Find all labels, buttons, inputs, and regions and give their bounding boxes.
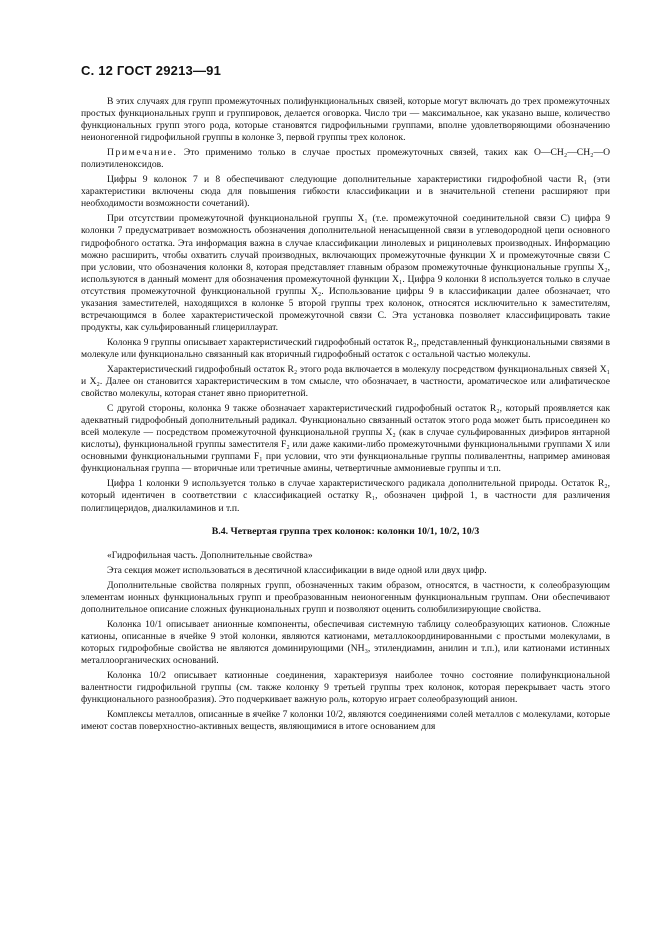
paragraph-column-10-1: Колонка 10/1 описывает анионные компоненты, обеспечивая системную таблицу солеобразующих катионов. Сложные катионы, описанные в ячейке 9 этой колонки, являются катионами, металлокоординированными с простыми молекулами, в которых гидрофобные свойства не являются доминирующими (NH₃, этилендиамин, анилин и т.п.), или катионами истинных металлоорганических оснований. (81, 618, 610, 666)
paragraph-digit-1: Цифра 1 колонки 9 используется только в случае характеристического радикала дополнительной природы. Остаток R₂, который идентичен в соответствии с классификацией остатку R₁, обозначен цифрой 1, в частности для различения полиглицеридов, диалкиламинов и т.п. (81, 478, 610, 514)
paragraph-additional-properties: Дополнительные свойства полярных групп, обозначенных таким образом, относятся, в частности, к солеобразующим элементам ионных функциональных групп и преобразованным неионогенным функциональным группам. Они обеспечивают дополнительное описание сложных функциональных групп и позволяют оценить солюбилизирующие свойства. (81, 579, 610, 615)
paragraph-other-side: С другой стороны, колонка 9 также обозначает характеристический гидрофобный остаток R₂, который проявляется как адекватный гидрофобный дополнительный радикал. Функционально связанный остаток этого рода может быть присоединен ко всей молекуле — посредством промежуточной функциональной группы X₂ (как в случае сульфированных диэфиров янтарной кислоты), функциональной группы заместителя F₂ или даже какими-либо промежуточными функциональными группами X или основными функциональными группами F₁ при условии, что эти функциональные группы поливалентны, например аминовая функциональная группа — вторичные или третичные амины, четвертичные аммониевые группы и т.п. (81, 403, 610, 475)
page-header: С. 12 ГОСТ 29213—91 (81, 63, 222, 78)
note-label: Примечание. (107, 147, 178, 159)
paragraph-no-intermediate-group: При отсутствии промежуточной функциональной группы X₁ (т.е. промежуточной соединительной связи C) цифра 9 колонки 7 предусматривает возможность обозначения дополнительной ненасыщенной связи в углеводородной цепи основного гидрофобного остатка. Эта информация важна в случае классификации линолевых и рицинолевых производных. Информацию можно расширить, чтобы охватить случай производных, включающих промежуточные функции X и промежуточные связи C при условии, что обозначения колонки 8, которая представляет главным образом промежуточные функциональные группы X₂, используются в данный момент для обозначения промежуточной функции X₁. Цифра 9 колонки 8 используется только в случае отсутствия промежуточной функциональной группы X₂. Использование цифры 9 в классификации далее обозначает, что указания заместителей, находящихся в колонке 5 второй группы трех колонок, относятся исключительно к заместителям, встречающимся в более характеристической промежуточной связи C. Эта установка позволяет классифицировать такие продукты, как сульфированный глицериллаурат. (81, 213, 610, 333)
paragraph-column-10-2: Колонка 10/2 описывает катионные соединения, характеризуя наиболее точно состояние полифункциональной валентности гидрофильной группы (см. также колонку 9 третьей группы трех колонок, которая перекрывает часть этого функционального разнообразия). Это подчеркивает важную роль, которую играет солеобразующий анион. (81, 670, 610, 706)
note-text: Это применимо только в случае простых промежуточных связей, таких как O—CH₂—CH₂—O полиэтиленоксидов. (81, 147, 610, 171)
section-title: В.4. Четвертая группа трех колонок: колонки 10/1, 10/2, 10/3 (211, 525, 480, 537)
note-paragraph (81, 147, 610, 171)
paragraph-digit-9-columns: Цифры 9 колонок 7 и 8 обеспечивают следующие дополнительные характеристики гидрофобной части R₁ (эти характеристики включены сюда для повышения гибкости классификации и в значительной степени расширяют при необходимости возможности сочетаний). (81, 174, 610, 210)
paragraph-residue-r2: Характеристический гидрофобный остаток R₂ этого рода включается в молекулу посредством функциональных связей X₁ и X₂. Далее он становится характеристическим в том смысле, что обозначает, в частности, ароматическое или алифатическое свойство молекулы, которая станет явно приоритетной. (81, 363, 610, 400)
paragraph-metal-complexes: Комплексы металлов, описанные в ячейке 7 колонки 10/2, являются соединениями солей металлов с молекулами, которые имеют состав поверхностно-активных веществ, являющимися в итоге основанием для (81, 709, 610, 733)
document-body (81, 96, 610, 736)
paragraph-quote: «Гидрофильная часть. Дополнительные свойства» (107, 549, 313, 561)
paragraph-polyfunctional-links: В этих случаях для групп промежуточных полифункциональных связей, которые могут включать до трех промежуточных простых функциональных групп и группировок, делается оговорка. Число три — максимальное, как указано выше, количество функциональных групп этого рода, которые становятся гидрофильными группами, вполне удовлетворяющими обозначению неионогенной гидрофильной группы в колонке 3, первой группы трех колонок. (81, 96, 610, 144)
paragraph-column-9: Колонка 9 группы описывает характеристический гидрофобный остаток R₂, представленный функциональными связями в молекуле или функционально связанный как вторичный гидрофобный остаток с остальной частью молекулы. (81, 336, 610, 360)
paragraph-decimal: Эта секция может использоваться в десятичной классификации в виде одной или двух цифр. (107, 564, 487, 576)
